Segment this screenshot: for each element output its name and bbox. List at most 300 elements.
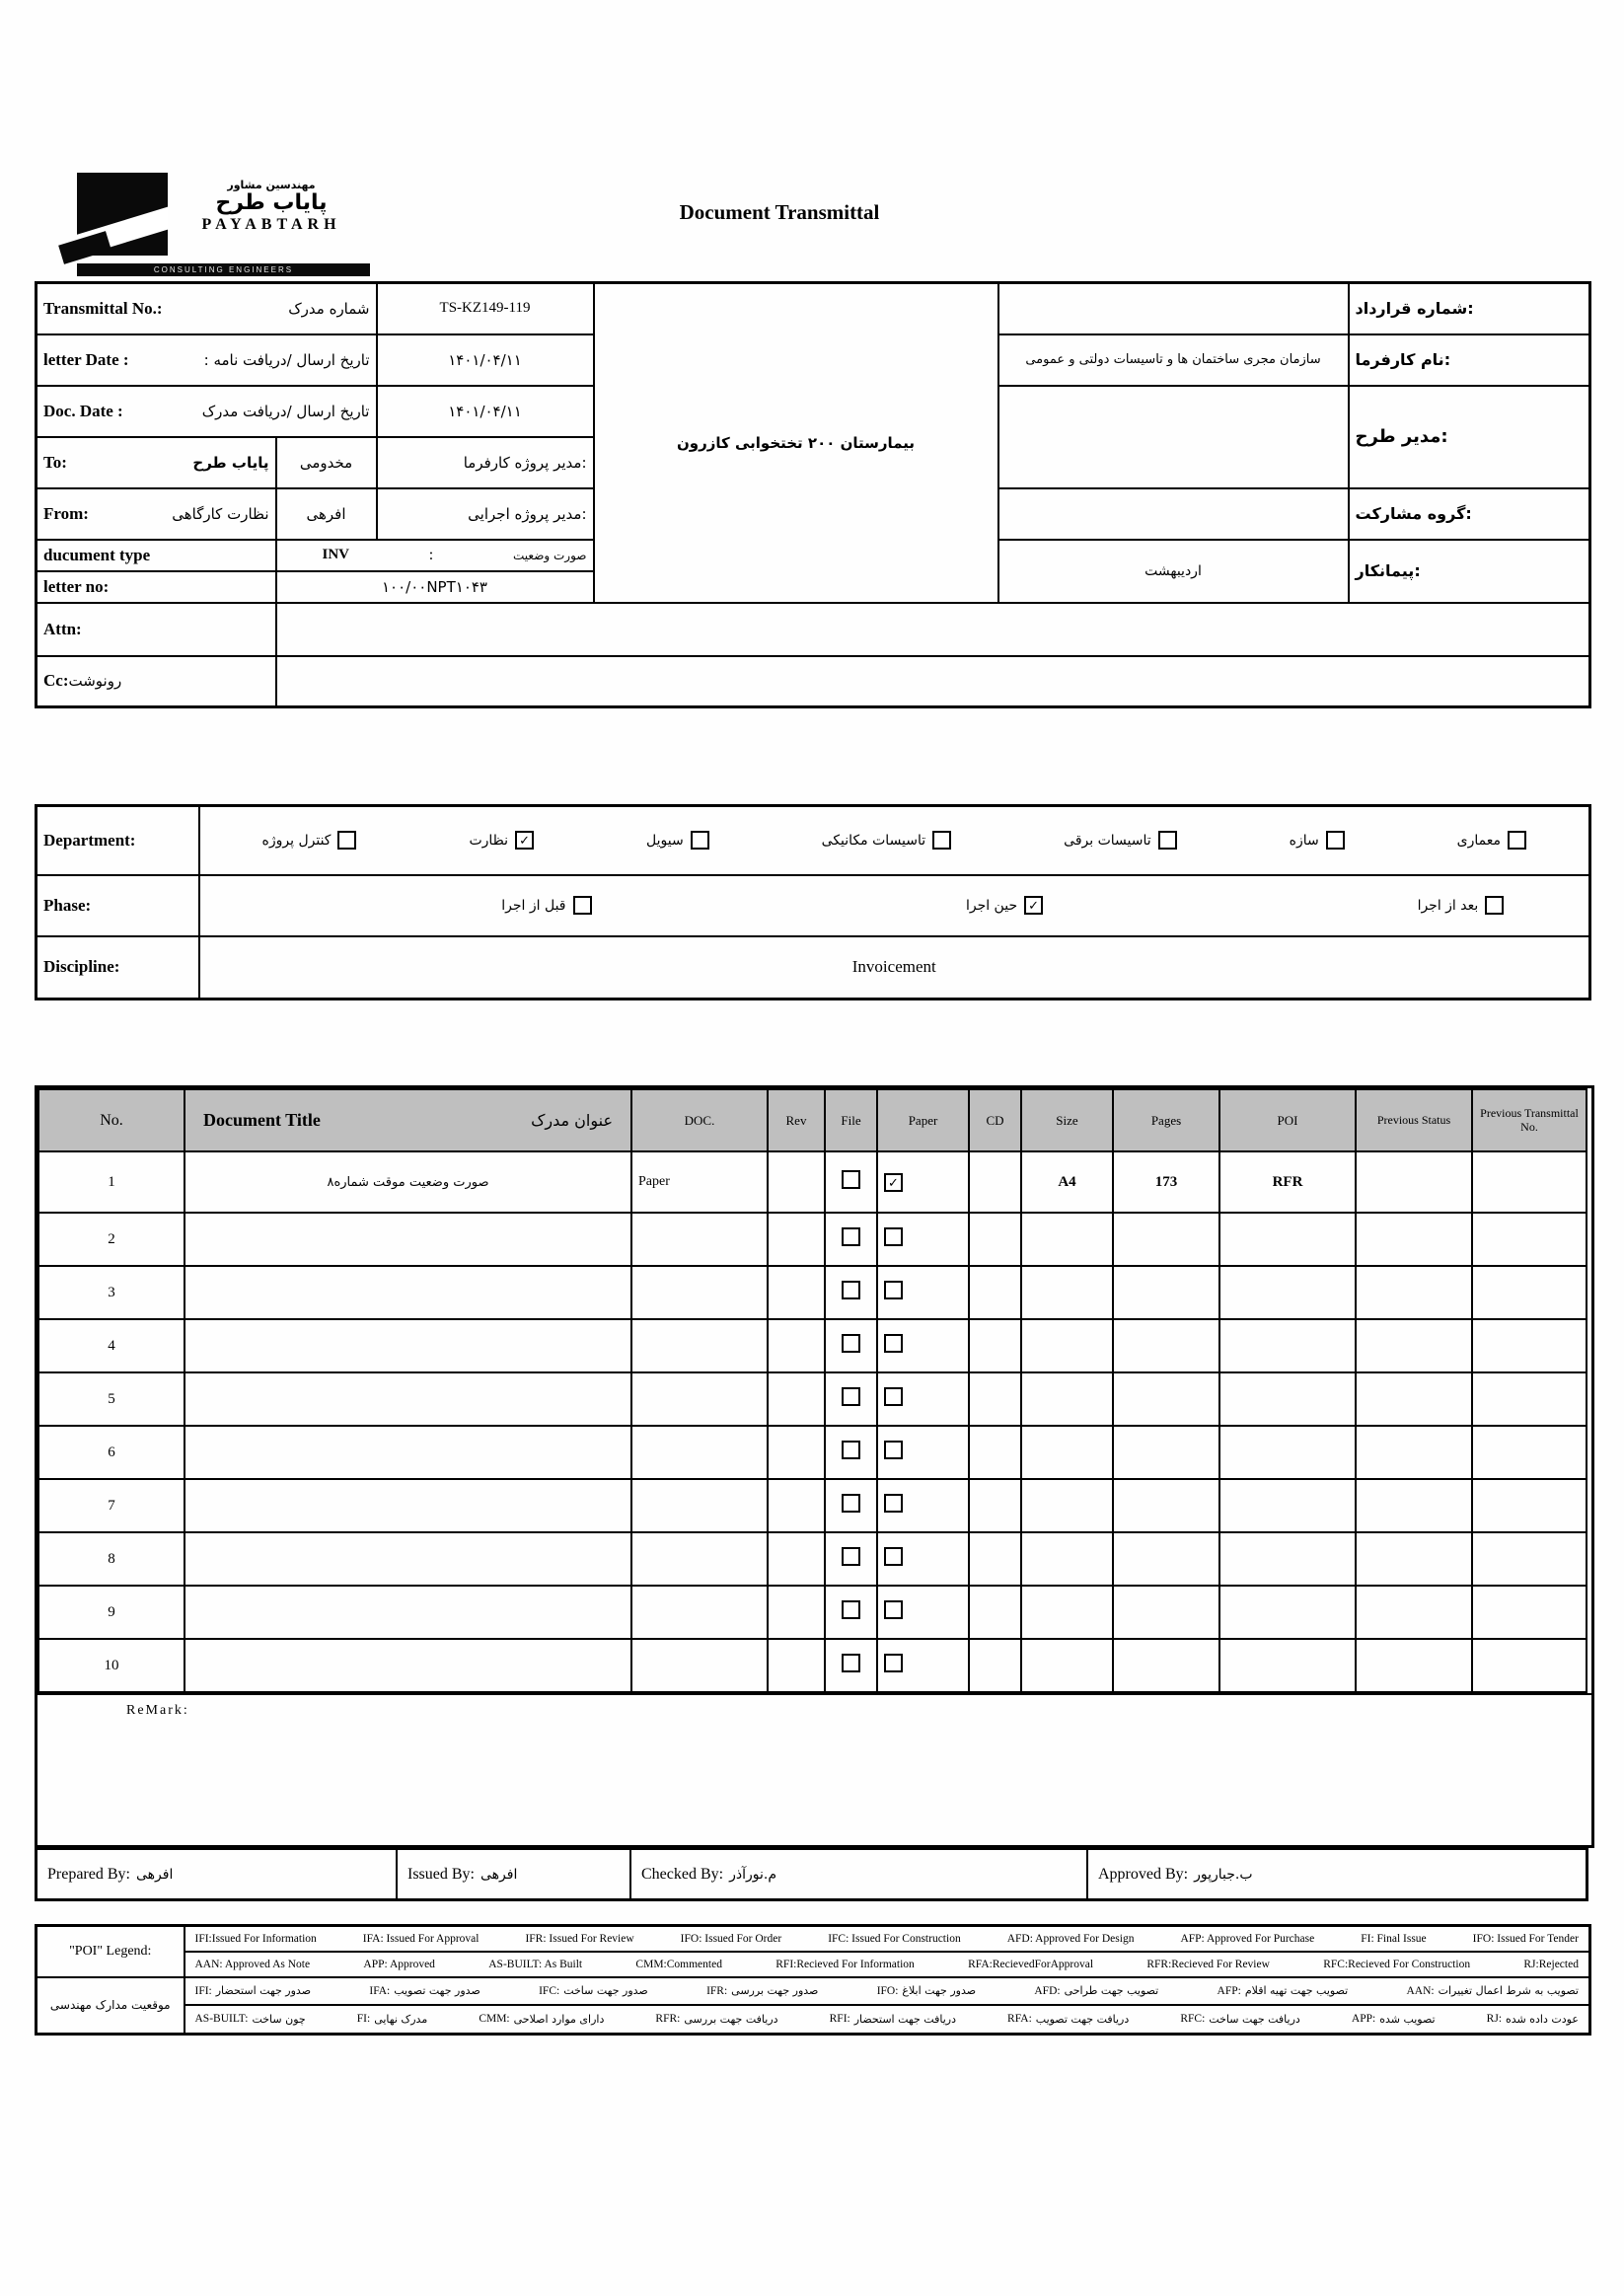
legend-item-text: تصویب جهت تهیه اقلام (1244, 1984, 1349, 1997)
issued-by-cell (398, 1850, 631, 1898)
department-option (469, 831, 534, 850)
logo-fa-name: پایاب طرح (215, 190, 328, 215)
paper-checkbox-cell (877, 1586, 969, 1639)
legend-item-text: صدور جهت ساخت (563, 1984, 648, 1997)
attn-value-cell (276, 603, 1590, 656)
department-option-label: سیویل (646, 832, 684, 849)
table-cell (768, 1426, 825, 1479)
table-cell (1472, 1426, 1587, 1479)
phase-label-cell (37, 875, 199, 936)
table-cell: صورت وضعیت موقت شماره۸ (185, 1151, 631, 1213)
table-cell: 8 (38, 1532, 185, 1586)
col-rev-header: Rev (768, 1089, 825, 1151)
contractor-value: اردیبهشت (998, 540, 1349, 603)
department-option (646, 831, 709, 850)
legend-item (877, 1984, 976, 1997)
table-cell (185, 1639, 631, 1692)
legend-item-code: RFA: (1007, 2013, 1032, 2026)
prepared-by-name: افرهی (135, 1866, 174, 1883)
from-cell (37, 488, 276, 540)
table-cell (969, 1479, 1021, 1532)
table-row (38, 1586, 1587, 1639)
col-prev-status-header: Previous Status (1356, 1089, 1472, 1151)
table-cell (1219, 1586, 1356, 1639)
phase-option-label: بعد از اجرا (1417, 897, 1479, 914)
from-role-label: مدیر پروژه اجرایی: (377, 488, 594, 540)
file-checkbox-cell (825, 1151, 877, 1213)
table-cell (1021, 1426, 1113, 1479)
table-cell (1219, 1372, 1356, 1426)
checkbox-icon (1508, 831, 1526, 850)
table-cell (1113, 1586, 1219, 1639)
phase-options (206, 896, 1590, 915)
table-cell (1113, 1319, 1219, 1372)
table-cell: 1 (38, 1151, 185, 1213)
legend-item: FI: Final Issue (1361, 1932, 1427, 1945)
table-cell (1472, 1319, 1587, 1372)
legend-fa-label: موقعیت مدارک مهندسی (37, 1977, 185, 2035)
remark-area (37, 1693, 1591, 1845)
table-cell (1356, 1426, 1472, 1479)
table-cell (1113, 1532, 1219, 1586)
col-no-header: No. (38, 1089, 185, 1151)
table-cell (768, 1479, 825, 1532)
legend-item (479, 2013, 604, 2026)
legend-item-code: IFI: (194, 1984, 212, 1997)
table-cell (1472, 1586, 1587, 1639)
doc-date-label-fa: تاریخ ارسال /دریافت مدرک (201, 402, 370, 420)
legend-item-text: چون ساخت (252, 2012, 306, 2026)
from-label: From: (43, 503, 89, 523)
legend-item: RJ:Rejected (1523, 1958, 1579, 1970)
table-cell: 6 (38, 1426, 185, 1479)
department-option (262, 831, 357, 850)
paper-checkbox-cell (877, 1151, 969, 1213)
table-cell (1472, 1532, 1587, 1586)
col-prev-transmittal-header: Previous Transmittal No. (1472, 1089, 1587, 1151)
table-cell (1219, 1639, 1356, 1692)
table-cell (969, 1426, 1021, 1479)
table-cell (1219, 1479, 1356, 1532)
table-cell (969, 1266, 1021, 1319)
table-cell: Paper (631, 1151, 768, 1213)
legend-item-code: IFA: (369, 1984, 391, 1997)
table-cell (1472, 1266, 1587, 1319)
file-checkbox-cell (825, 1586, 877, 1639)
legend-item: IFC: Issued For Construction (828, 1932, 961, 1945)
legend-fa-line2-cell (185, 2005, 1590, 2035)
from-value: نظارت کارگاهی (172, 504, 269, 523)
paper-checkbox-cell (877, 1319, 969, 1372)
table-cell (1472, 1639, 1587, 1692)
table-row (38, 1151, 1587, 1213)
table-cell (631, 1319, 768, 1372)
checkbox-icon (337, 831, 356, 850)
legend-item-code: IFO: (876, 1984, 899, 1997)
legend-item-code: IFR: (706, 1984, 728, 1997)
table-cell (1356, 1372, 1472, 1426)
department-label: Department: (43, 830, 136, 850)
legend-item (1218, 1984, 1349, 1997)
table-cell (1113, 1213, 1219, 1266)
file-checkbox-cell (825, 1266, 877, 1319)
legend-item-text: دریافت جهت ساخت (1209, 2012, 1300, 2026)
documents-table (37, 1088, 1587, 1693)
signatures-row (35, 1847, 1588, 1901)
table-cell (631, 1639, 768, 1692)
checkbox-icon (842, 1654, 860, 1672)
legend-item-text: صدور جهت ابلاغ (902, 1984, 977, 1997)
documents-table-block (35, 1085, 1594, 1848)
department-option-label: تاسیسات برقی (1064, 832, 1151, 849)
department-option-label: معماری (1456, 832, 1502, 849)
department-option (1064, 831, 1176, 850)
table-cell (969, 1213, 1021, 1266)
legend-item (539, 1984, 648, 1997)
attn-label-cell (37, 603, 276, 656)
partnership-label: گروه مشارکت: (1349, 488, 1590, 540)
legend-item-text: دریافت جهت استحضار (853, 2012, 956, 2026)
legend-item (1407, 1984, 1580, 1997)
checkbox-icon (691, 831, 709, 850)
file-checkbox-cell (825, 1426, 877, 1479)
letter-date-value: ۱۴۰۱/۰۴/۱۱ (377, 334, 594, 386)
to-cell (37, 437, 276, 488)
table-cell (1356, 1266, 1472, 1319)
checkbox-icon (573, 896, 592, 915)
to-person: مخدومی (276, 437, 377, 488)
table-row (38, 1639, 1587, 1692)
table-cell: 2 (38, 1213, 185, 1266)
legend-fa-line1-cell (185, 1977, 1590, 2005)
legend-item-code: APP: (1351, 2013, 1376, 2026)
phase-option-label: قبل از اجرا (501, 897, 566, 914)
letter-no-label: letter no: (43, 576, 110, 596)
paper-checkbox-cell (877, 1213, 969, 1266)
table-cell (1021, 1266, 1113, 1319)
legend-item (369, 1984, 480, 1997)
cc-label-cell (37, 656, 276, 707)
logo-fa-tagline: مهندسین مشاور (227, 179, 316, 191)
table-cell: 10 (38, 1639, 185, 1692)
legend-item: IFR: Issued For Review (525, 1932, 634, 1945)
checkbox-icon (884, 1227, 903, 1246)
paper-checkbox-cell (877, 1479, 969, 1532)
table-cell (969, 1372, 1021, 1426)
table-cell (631, 1426, 768, 1479)
checkbox-icon (1485, 896, 1504, 915)
checkbox-icon (842, 1547, 860, 1566)
department-option-label: تاسیسات مکانیکی (821, 832, 926, 849)
table-cell (1021, 1639, 1113, 1692)
poi-legend-label: "POI" Legend: (37, 1926, 185, 1977)
checkbox-icon (842, 1387, 860, 1406)
discipline-label: Discipline: (43, 957, 120, 977)
table-cell: RFR (1219, 1151, 1356, 1213)
legend-item: RFA:RecievedForApproval (968, 1958, 1094, 1970)
table-cell (1113, 1426, 1219, 1479)
department-option (1290, 831, 1345, 850)
legend-item (1180, 2013, 1299, 2026)
cc-value-cell (276, 656, 1590, 707)
checkbox-icon (884, 1387, 903, 1406)
table-cell (768, 1372, 825, 1426)
legend-item: IFO: Issued For Order (680, 1932, 782, 1945)
checked-by-name: م.نورآذر (729, 1866, 776, 1883)
table-cell (1021, 1213, 1113, 1266)
col-doc-header: DOC. (631, 1089, 768, 1151)
checked-by-label: Checked By: (641, 1865, 724, 1883)
issued-by-name: افرهی (480, 1866, 518, 1883)
page-title: Document Transmittal (679, 200, 880, 224)
legend-item-text: تصویب شده (1379, 2012, 1436, 2026)
checkbox-icon (1158, 831, 1177, 850)
table-cell (768, 1586, 825, 1639)
approved-by-cell (1088, 1850, 1586, 1898)
table-row (38, 1372, 1587, 1426)
table-cell (1472, 1213, 1587, 1266)
table-cell (1021, 1532, 1113, 1586)
table-cell (185, 1479, 631, 1532)
table-cell (631, 1372, 768, 1426)
table-cell (1021, 1372, 1113, 1426)
document-type-label-fa: صورت وضعیت (513, 548, 587, 562)
transmittal-no-label-en: Transmittal No.: (43, 298, 163, 318)
col-cd-header: CD (969, 1089, 1021, 1151)
logo-en-name: PAYABTARH (201, 216, 341, 234)
table-cell (1219, 1426, 1356, 1479)
file-checkbox-cell (825, 1319, 877, 1372)
letter-no-value: ۱۰۰/۰۰NPT۱۰۴۳ (276, 571, 594, 603)
paper-checkbox-cell (877, 1426, 969, 1479)
table-cell (969, 1586, 1021, 1639)
design-manager-label: مدیر طرح: (1349, 386, 1590, 488)
table-row (38, 1426, 1587, 1479)
approved-by-name: ب.جبارپور (1194, 1866, 1253, 1883)
department-option (822, 831, 952, 850)
table-cell (969, 1319, 1021, 1372)
legend-item: IFI:Issued For Information (194, 1932, 317, 1945)
col-title-header (185, 1089, 631, 1151)
department-label-cell (37, 806, 199, 875)
letter-date-label-en: letter Date : (43, 349, 129, 369)
table-cell (969, 1151, 1021, 1213)
client-name-label: نام کارفرما: (1349, 334, 1590, 386)
prepared-by-cell (37, 1850, 398, 1898)
file-checkbox-cell (825, 1532, 877, 1586)
table-cell (1472, 1151, 1587, 1213)
legend-item (830, 2013, 956, 2026)
project-name: بیمارستان ۲۰۰ تختخوابی کازرون (594, 283, 998, 603)
legend-item: RFR:Recieved For Review (1146, 1958, 1270, 1970)
department-option-label: نظارت (469, 832, 509, 849)
document-type-value: INV (322, 547, 350, 562)
checkbox-icon (842, 1494, 860, 1513)
table-cell (185, 1426, 631, 1479)
legend-item: AAN: Approved As Note (194, 1958, 311, 1970)
legend-item-code: IFC: (539, 1984, 560, 1997)
transmittal-no-label-cell (37, 283, 377, 334)
doc-date-value: ۱۴۰۱/۰۴/۱۱ (377, 386, 594, 437)
legend-item-code: AAN: (1406, 1984, 1435, 1997)
table-cell (1356, 1213, 1472, 1266)
legend-item-code: FI: (356, 2013, 371, 2026)
table-cell (1021, 1479, 1113, 1532)
checked-by-cell (631, 1850, 1088, 1898)
doc-date-label-cell (37, 386, 377, 437)
legend-item: APP: Approved (363, 1958, 435, 1970)
letter-date-label-fa: تاریخ ارسال /دریافت نامه : (203, 350, 370, 369)
poi-legend-table (35, 1924, 1591, 2036)
table-cell: 4 (38, 1319, 185, 1372)
issued-by-label: Issued By: (407, 1865, 475, 1883)
legend-item-code: AFD: (1034, 1984, 1061, 1997)
approved-by-label: Approved By: (1098, 1865, 1189, 1883)
table-cell (1113, 1479, 1219, 1532)
transmittal-info-table (35, 281, 1591, 708)
legend-item (1487, 2013, 1579, 2026)
table-cell (631, 1266, 768, 1319)
checkbox-icon (842, 1600, 860, 1619)
checkbox-icon (1326, 831, 1345, 850)
table-cell (631, 1532, 768, 1586)
table-cell (1356, 1639, 1472, 1692)
transmittal-no-value: TS-KZ149-119 (377, 283, 594, 334)
checkbox-checked-icon: ✓ (1024, 896, 1043, 915)
letter-no-label-cell (37, 571, 276, 603)
legend-fa-line2 (191, 2013, 1584, 2026)
table-cell (768, 1151, 825, 1213)
to-label: To: (43, 452, 67, 472)
checkbox-icon (884, 1334, 903, 1353)
design-manager-value (998, 386, 1349, 488)
table-row (38, 1266, 1587, 1319)
table-cell (185, 1266, 631, 1319)
department-options (206, 831, 1584, 850)
paper-checkbox-cell (877, 1532, 969, 1586)
table-cell (1219, 1213, 1356, 1266)
checkbox-checked-icon: ✓ (515, 831, 534, 850)
legend-item-text: عودت داده شده (1506, 2012, 1579, 2026)
paper-checkbox-cell (877, 1266, 969, 1319)
table-cell (1356, 1319, 1472, 1372)
table-cell (1219, 1319, 1356, 1372)
contract-no-value (998, 283, 1349, 334)
file-checkbox-cell (825, 1372, 877, 1426)
table-cell (185, 1319, 631, 1372)
legend-item-text: تصویب به شرط اعمال تغییرات (1438, 1984, 1579, 1997)
checkbox-icon (842, 1441, 860, 1459)
documents-header-row (38, 1089, 1587, 1151)
table-cell (1113, 1639, 1219, 1692)
checkbox-icon (842, 1170, 860, 1189)
legend-item-text: مدرک نهایی (374, 2012, 428, 2026)
checkbox-icon (842, 1227, 860, 1246)
legend-item: AFP: Approved For Purchase (1180, 1932, 1315, 1945)
checkbox-checked-icon: ✓ (884, 1173, 903, 1192)
table-cell (969, 1639, 1021, 1692)
legend-item (655, 2013, 777, 2026)
table-cell (185, 1372, 631, 1426)
legend-item: IFO: Issued For Tender (1472, 1932, 1579, 1945)
phase-option (1418, 896, 1505, 915)
table-cell (1021, 1586, 1113, 1639)
table-cell (768, 1213, 825, 1266)
table-row (38, 1213, 1587, 1266)
table-cell: 5 (38, 1372, 185, 1426)
checkbox-icon (842, 1334, 860, 1353)
checkbox-icon (932, 831, 951, 850)
table-cell: A4 (1021, 1151, 1113, 1213)
legend-item-code: AS-BUILT: (194, 2013, 249, 2026)
legend-item-text: دارای موارد اصلاحی (513, 2012, 605, 2026)
col-poi-header: POI (1219, 1089, 1356, 1151)
client-name-value: سازمان مجری ساختمان ها و تاسیسات دولتی و عمومی (998, 334, 1349, 386)
table-row (38, 1532, 1587, 1586)
legend-en-line1 (191, 1933, 1584, 1945)
legend-item-text: صدور جهت تصویب (394, 1984, 480, 1997)
table-cell (1472, 1372, 1587, 1426)
table-cell (1113, 1372, 1219, 1426)
table-cell (768, 1319, 825, 1372)
phase-option (501, 896, 591, 915)
prepared-by-label: Prepared By: (47, 1865, 130, 1883)
cc-label: Cc: (43, 671, 69, 691)
table-cell (1356, 1479, 1472, 1532)
legend-item-text: دریافت جهت تصویب (1035, 2012, 1130, 2026)
legend-item: IFA: Issued For Approval (362, 1932, 480, 1945)
letter-date-label-cell (37, 334, 377, 386)
legend-en-line1-cell (185, 1926, 1590, 1952)
legend-item (1007, 2013, 1129, 2026)
document-type-label-cell (37, 540, 276, 571)
legend-item-code: AFP: (1217, 1984, 1241, 1997)
remark-label: ReMark: (126, 1703, 189, 1718)
cc-label-fa: رونوشت (68, 672, 122, 691)
phase-option-label: حین اجرا (965, 897, 1018, 914)
col-title-fa: عنوان مدرک (531, 1111, 613, 1130)
table-cell (1113, 1266, 1219, 1319)
contract-no-label: شماره قرارداد: (1349, 283, 1590, 334)
file-checkbox-cell (825, 1213, 877, 1266)
legend-item (195, 1984, 312, 1997)
checkbox-icon (884, 1494, 903, 1513)
legend-item: RFC:Recieved For Construction (1323, 1958, 1471, 1970)
table-cell (768, 1532, 825, 1586)
legend-item (706, 1984, 818, 1997)
legend-item-code: RFR: (655, 2013, 681, 2026)
to-value: پایاب طرح (192, 453, 269, 472)
legend-item-text: تصویب جهت طراحی (1064, 1984, 1159, 1997)
table-cell (1356, 1151, 1472, 1213)
legend-item: AFD: Approved For Design (1006, 1932, 1135, 1945)
legend-item-code: RFC: (1180, 2013, 1206, 2026)
to-role-label: مدیر پروژه کارفرما: (377, 437, 594, 488)
phase-options-cell (199, 875, 1590, 936)
legend-item: CMM:Commented (635, 1958, 722, 1970)
table-cell (631, 1213, 768, 1266)
table-cell: 9 (38, 1586, 185, 1639)
col-size-header: Size (1021, 1089, 1113, 1151)
contractor-label: پیمانکار: (1349, 540, 1590, 603)
table-cell (185, 1586, 631, 1639)
table-cell (1472, 1479, 1587, 1532)
discipline-label-cell (37, 936, 199, 1000)
document-type-separator: : (428, 546, 434, 563)
classification-table (35, 804, 1591, 1000)
legend-item-text: صدور جهت استحضار (215, 1984, 312, 1997)
checkbox-icon (884, 1654, 903, 1672)
